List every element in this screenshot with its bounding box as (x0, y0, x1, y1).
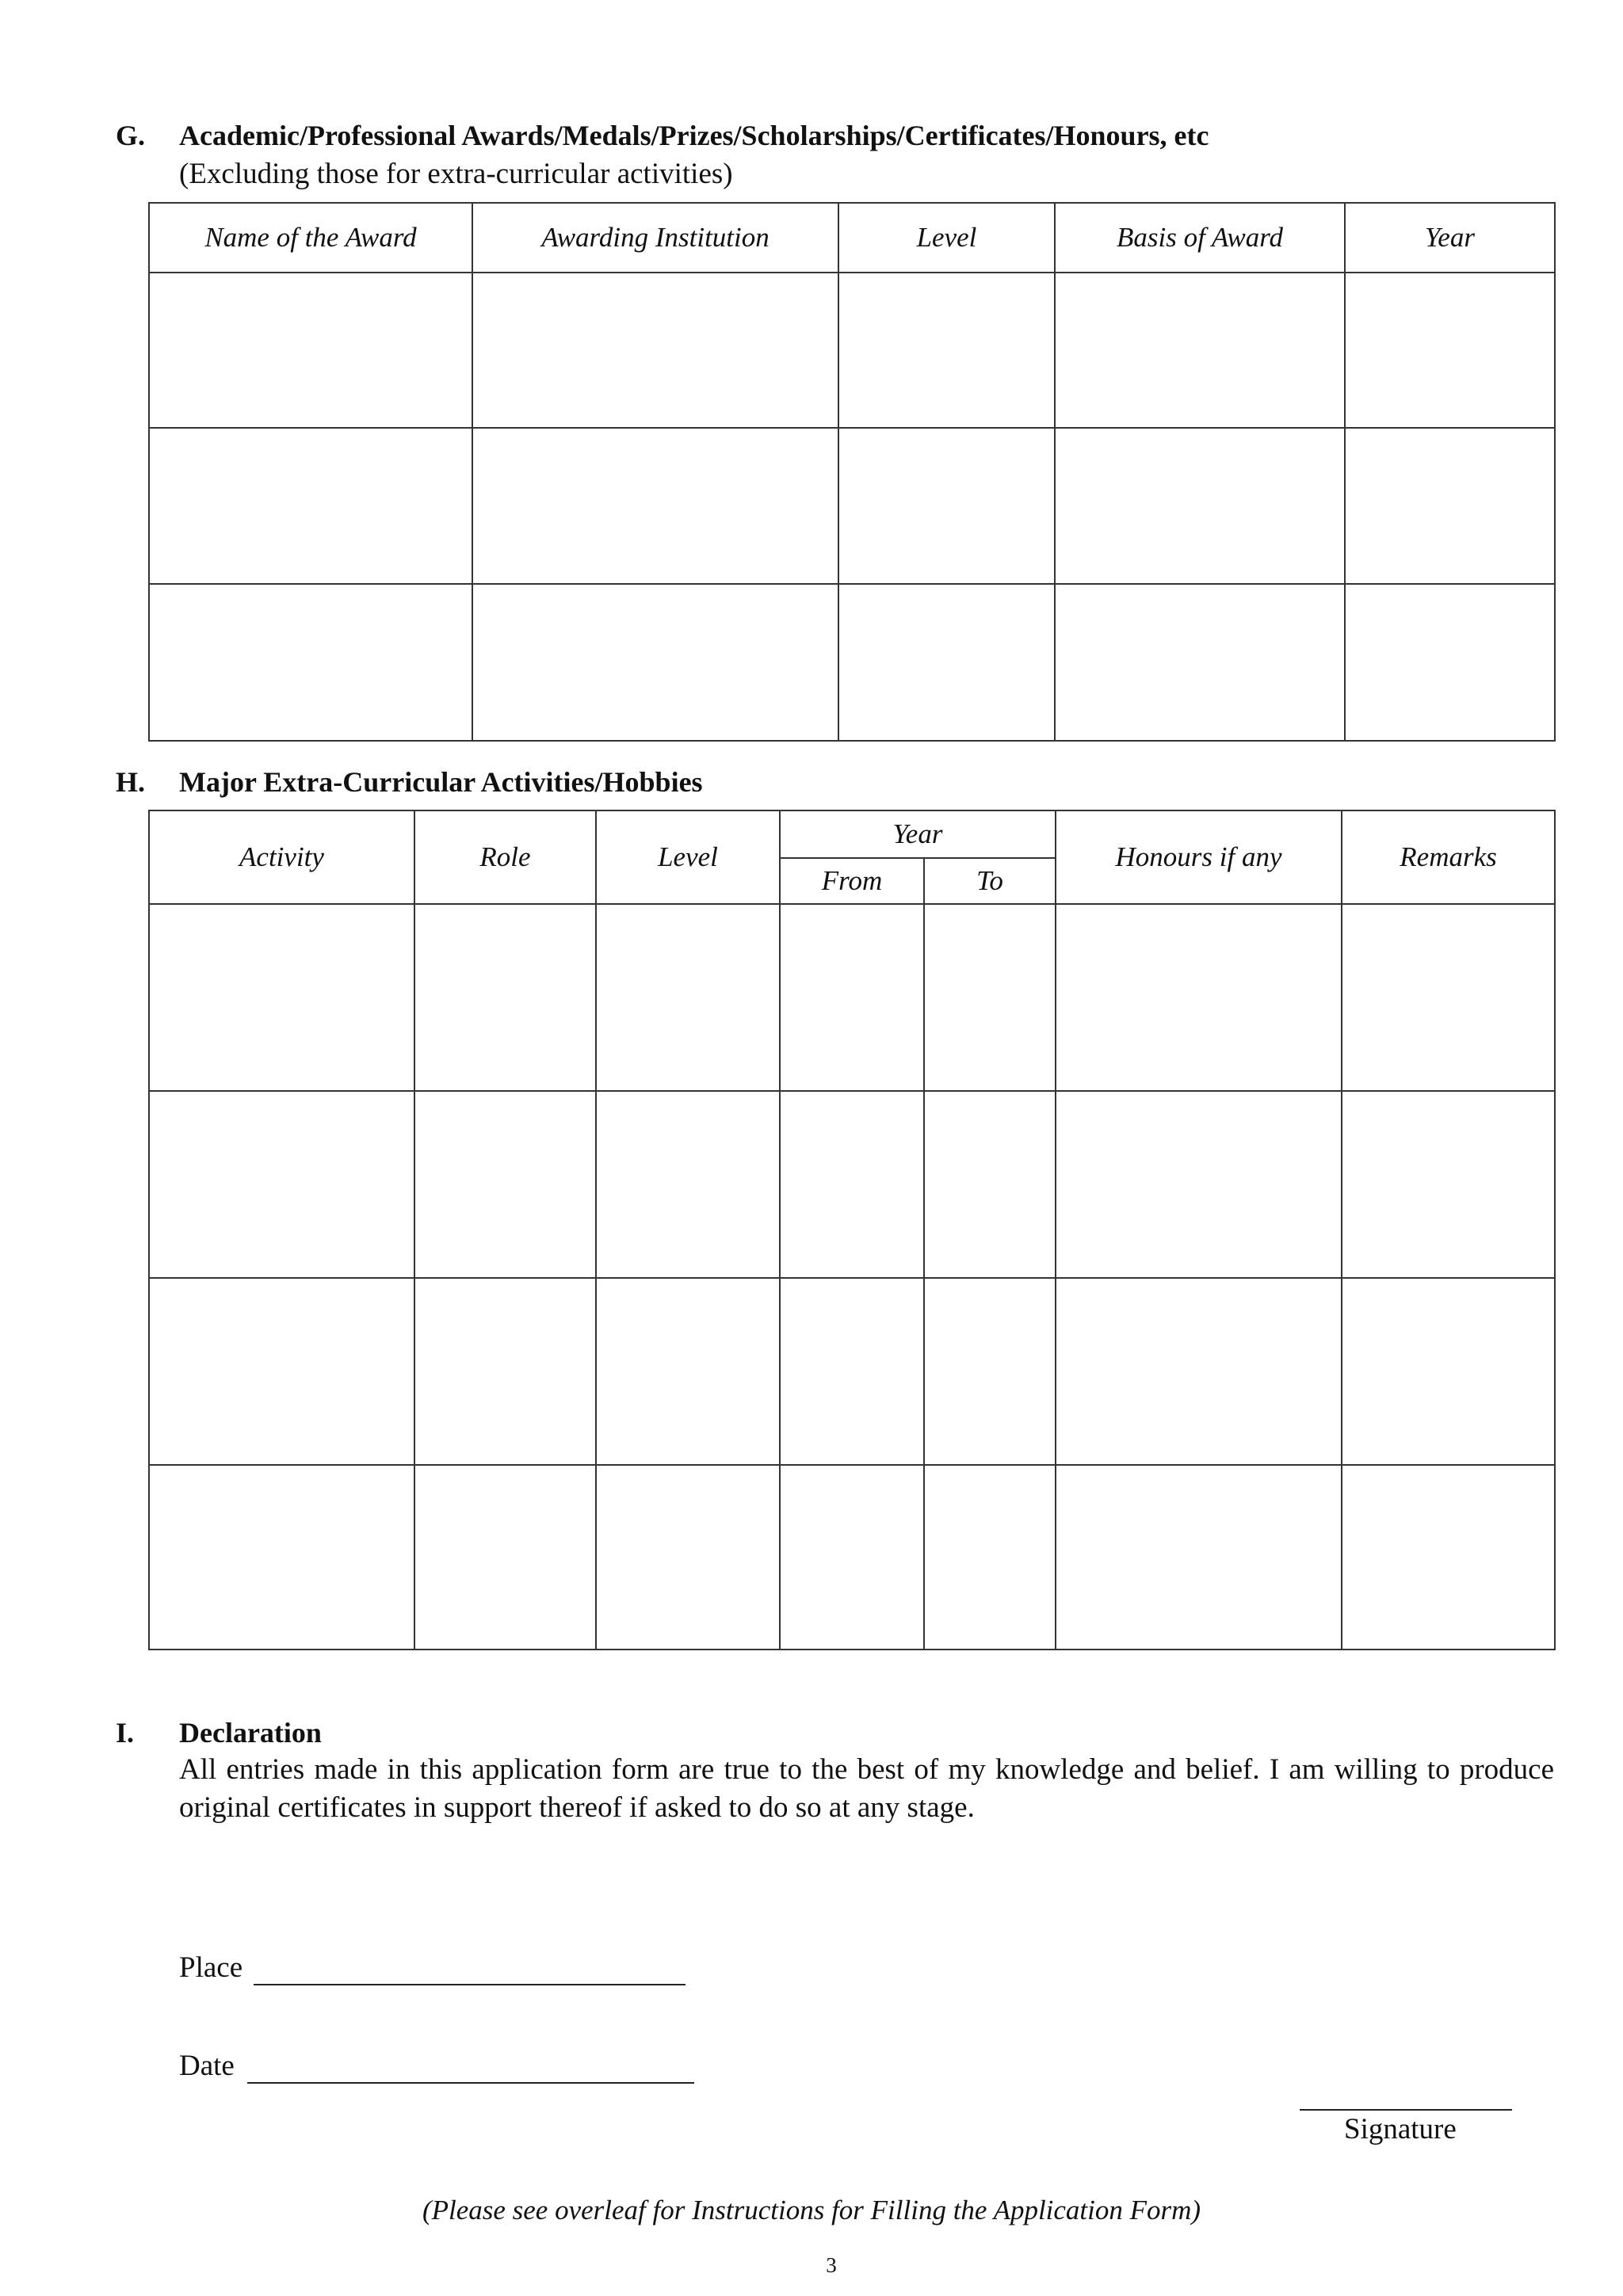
place-label: Place (179, 1951, 243, 1984)
section-h-title: Major Extra-Curricular Activities/Hobbies (179, 766, 703, 798)
activities-col-activity: Activity (149, 810, 414, 904)
table-row (149, 428, 1555, 584)
table-row (149, 1278, 1555, 1465)
activity-cell[interactable] (149, 904, 414, 1091)
activities-col-honours: Honours if any (1056, 810, 1342, 904)
role-cell[interactable] (414, 1278, 596, 1465)
level-cell[interactable] (596, 1278, 780, 1465)
award-level-cell[interactable] (838, 584, 1055, 741)
footer-note: (Please see overleaf for Instructions for Filling the Application Form) (422, 2195, 1201, 2225)
section-i-letter: I. (116, 1717, 135, 1749)
remarks-cell[interactable] (1342, 1278, 1555, 1465)
level-cell[interactable] (596, 904, 780, 1091)
year-from-cell[interactable] (780, 1278, 924, 1465)
activity-cell[interactable] (149, 1465, 414, 1650)
table-row (149, 584, 1555, 741)
section-g-title: Academic/Professional Awards/Medals/Prizes/Scholarships/Certificates/Honours, etc (179, 120, 1209, 151)
award-name-cell[interactable] (149, 584, 472, 741)
activities-col-remarks: Remarks (1342, 810, 1555, 904)
activity-cell[interactable] (149, 1278, 414, 1465)
level-cell[interactable] (596, 1465, 780, 1650)
page-number: 3 (826, 2253, 837, 2277)
award-institution-cell[interactable] (472, 273, 838, 428)
table-row (149, 1465, 1555, 1650)
year-to-cell[interactable] (924, 1465, 1056, 1650)
award-basis-cell[interactable] (1055, 273, 1345, 428)
activity-cell[interactable] (149, 1091, 414, 1278)
section-g-letter: G. (116, 120, 146, 151)
table-row (149, 904, 1555, 1091)
award-level-cell[interactable] (838, 428, 1055, 584)
honours-cell[interactable] (1056, 1091, 1342, 1278)
honours-cell[interactable] (1056, 1278, 1342, 1465)
role-cell[interactable] (414, 1465, 596, 1650)
awards-col-year: Year (1345, 203, 1555, 273)
activities-col-year-to: To (924, 858, 1056, 904)
awards-col-basis: Basis of Award (1055, 203, 1345, 273)
year-from-cell[interactable] (780, 1091, 924, 1278)
activities-table (148, 810, 1556, 1650)
awards-table (148, 202, 1556, 742)
date-field[interactable] (247, 2082, 694, 2084)
section-h-letter: H. (116, 766, 146, 798)
section-i-title: Declaration (179, 1717, 322, 1749)
declaration-text: All entries made in this application form are true to the best of my knowledge and belief. I am willing to produce original certificates in support thereof if asked to do so at any stage. (179, 1753, 1554, 1824)
activities-col-year-from: From (780, 858, 924, 904)
table-row (149, 1091, 1555, 1278)
signature-label: Signature (1344, 2113, 1457, 2145)
place-field[interactable] (254, 1984, 685, 1985)
honours-cell[interactable] (1056, 904, 1342, 1091)
award-institution-cell[interactable] (472, 428, 838, 584)
activities-col-role: Role (414, 810, 596, 904)
award-institution-cell[interactable] (472, 584, 838, 741)
award-year-cell[interactable] (1345, 273, 1555, 428)
level-cell[interactable] (596, 1091, 780, 1278)
activities-header-row (149, 810, 1555, 858)
activities-col-year: Year (780, 810, 1056, 858)
remarks-cell[interactable] (1342, 1465, 1555, 1650)
year-to-cell[interactable] (924, 1278, 1056, 1465)
section-g-subtitle: (Excluding those for extra-curricular activities) (179, 158, 733, 190)
activities-col-level: Level (596, 810, 780, 904)
role-cell[interactable] (414, 1091, 596, 1278)
role-cell[interactable] (414, 904, 596, 1091)
award-level-cell[interactable] (838, 273, 1055, 428)
award-name-cell[interactable] (149, 273, 472, 428)
remarks-cell[interactable] (1342, 904, 1555, 1091)
honours-cell[interactable] (1056, 1465, 1342, 1650)
year-from-cell[interactable] (780, 1465, 924, 1650)
awards-col-name: Name of the Award (149, 203, 472, 273)
awards-col-institution: Awarding Institution (472, 203, 838, 273)
award-basis-cell[interactable] (1055, 584, 1345, 741)
year-to-cell[interactable] (924, 1091, 1056, 1278)
remarks-cell[interactable] (1342, 1091, 1555, 1278)
award-name-cell[interactable] (149, 428, 472, 584)
year-from-cell[interactable] (780, 904, 924, 1091)
awards-col-level: Level (838, 203, 1055, 273)
awards-header-row (149, 203, 1555, 273)
date-label: Date (179, 2050, 235, 2082)
award-basis-cell[interactable] (1055, 428, 1345, 584)
award-year-cell[interactable] (1345, 584, 1555, 741)
year-to-cell[interactable] (924, 904, 1056, 1091)
table-row (149, 273, 1555, 428)
award-year-cell[interactable] (1345, 428, 1555, 584)
